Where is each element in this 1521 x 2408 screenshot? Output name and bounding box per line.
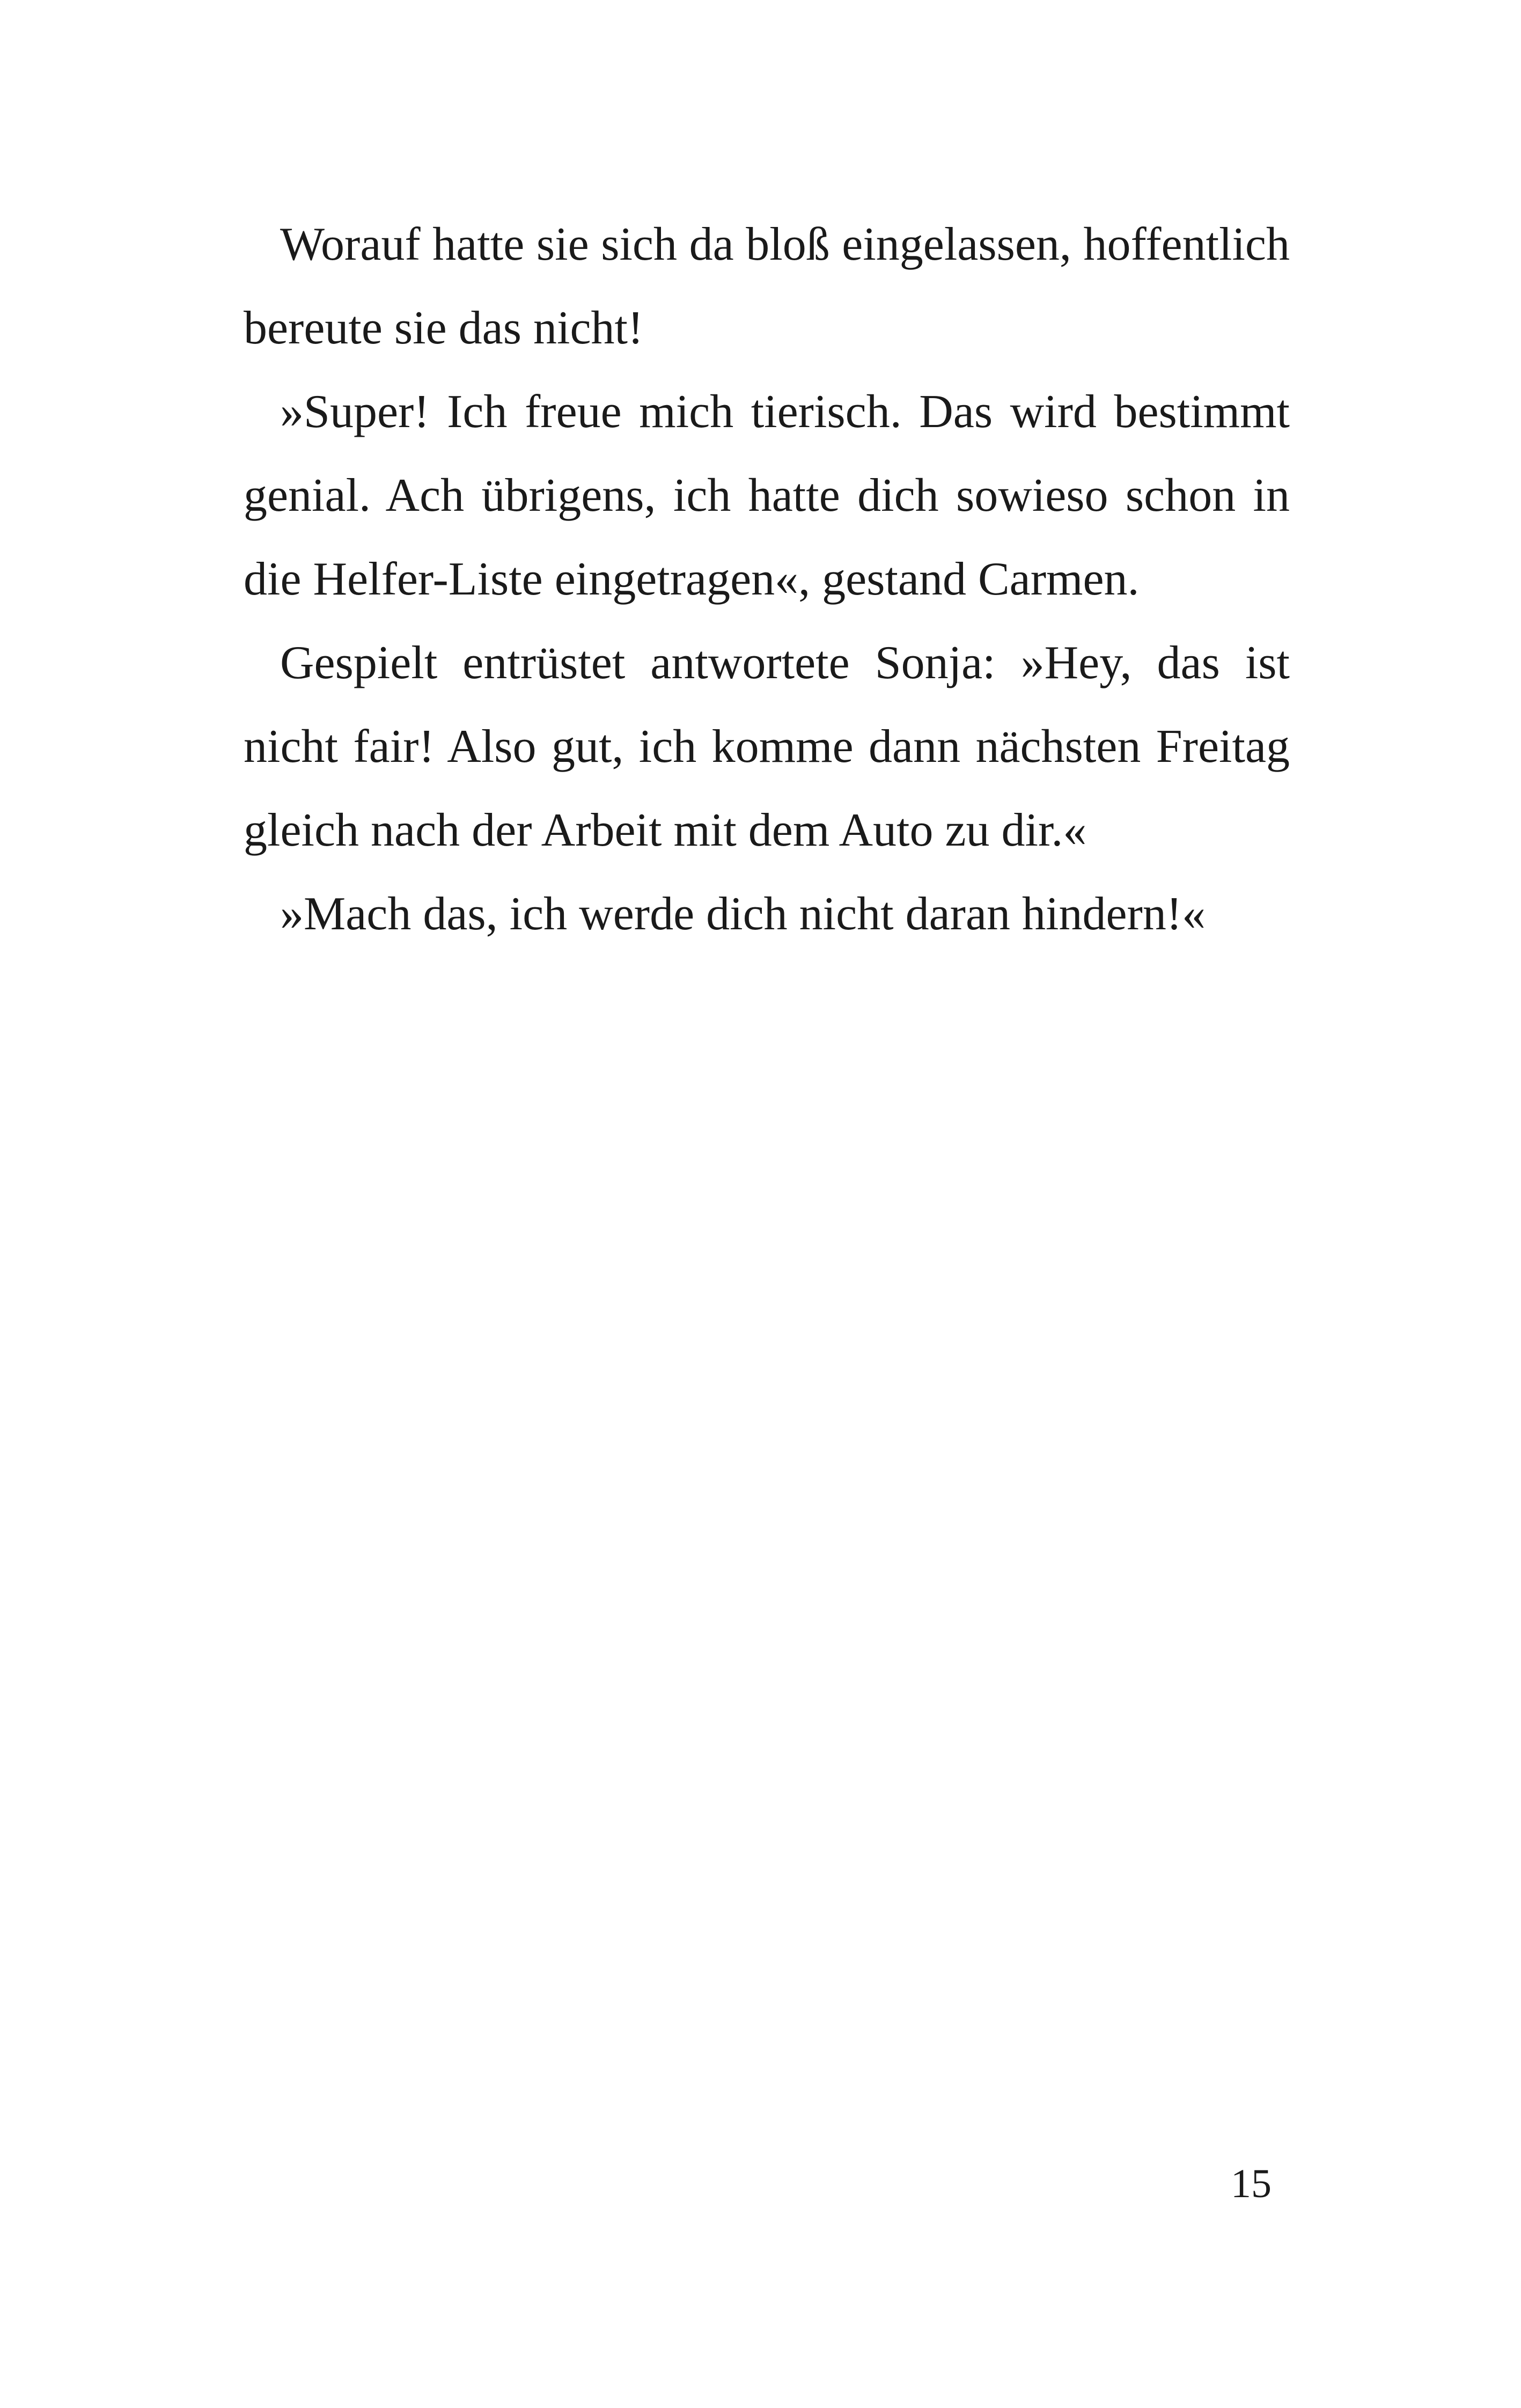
paragraph-2: »Super! Ich freue mich tierisch. Das wird bestimmt genial. Ach übrigens, ich hatte dich sowieso schon in die Helfer-Liste eingetragen«, gestand Carmen. — [244, 386, 1290, 605]
body-text — [244, 203, 1290, 956]
paragraph-1: Worauf hatte sie sich da bloß eingelassen, hoffentlich bereute sie das nicht! — [244, 218, 1290, 354]
paragraph-4: »Mach das, ich werde dich nicht daran hindern!« — [280, 888, 1206, 940]
paragraph-3: Gespielt entrüstet antwortete Sonja: »Hey, das ist nicht fair! Also gut, ich komme dann nächsten Freitag gleich nach der Arbeit mit dem Auto zu dir.« — [244, 637, 1290, 856]
page-number: 15 — [1231, 2161, 1272, 2206]
